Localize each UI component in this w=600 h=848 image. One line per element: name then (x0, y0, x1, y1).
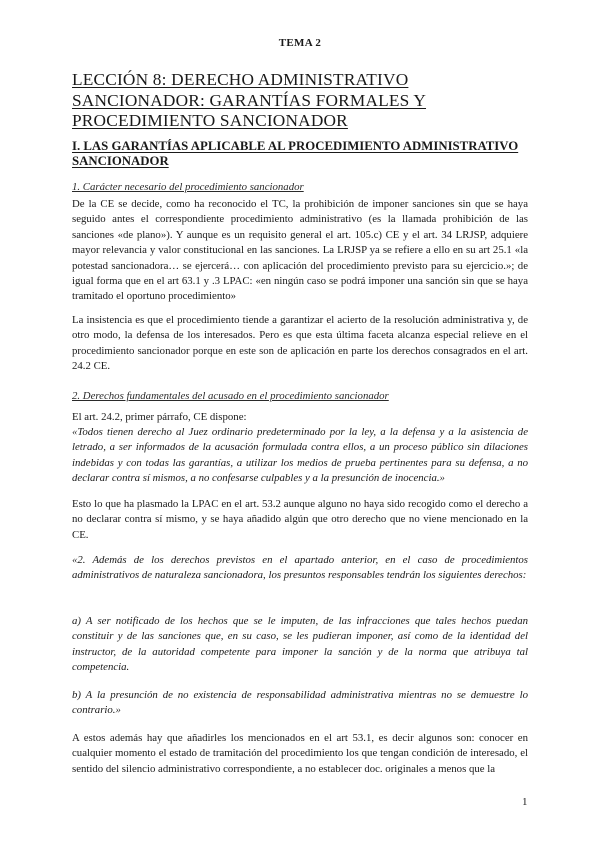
page-header: TEMA 2 (278, 37, 322, 49)
page-number: 1 (522, 796, 528, 808)
quote-article-53-2: «2. Además de los derechos previstos en el apartado anterior, en el caso de procedimientos administrativos de naturaleza sancionadora, los presuntos responsables tendrán los siguientes derechos: (72, 554, 528, 582)
quote-item-b: b) A la presunción de no existencia de responsabilidad administrativa mientras no se demuestre lo contrario.» (72, 689, 528, 717)
paragraph-5: A estos además hay que añadirles los mencionados en el art 53.1, es decir algunos son: conocer en cualquier momento el estado de tramitación del procedimiento los que tengan condición de interesado, el sentido del silencio administrativo correspondiente, a no establecer doc. originales a menos que la (72, 732, 528, 775)
lesson-title: LECCIÓN 8: DERECHO ADMINISTRATIVO SANCIONADOR: GARANTÍAS FORMALES Y PROCEDIMIENTO SANCIONADOR (72, 70, 427, 130)
subsection-heading-2: 2. Derechos fundamentales del acusado en el procedimiento sancionador (72, 390, 389, 402)
paragraph-4: Esto lo que ha plasmado la LPAC en el art. 53.2 aunque alguno no haya sido recogido como el derecho a no declarar contra sí mismo, y se haya añadido algún que otro derecho que no viene mencionado en la CE. (72, 498, 528, 541)
quote-article-24: «Todos tienen derecho al Juez ordinario predeterminado por la ley, a la defensa y a la asistencia de letrado, a ser informados de la acusación formulada contra ellos, a un proceso público sin dilaciones indebidas y con todas las garantías, a utilizar los medios de prueba pertinentes para su defensa, a no declarar contra sí mismos, a no confesarse culpables y a la presunción de inocencia.» (72, 426, 528, 485)
quote-item-a: a) A ser notificado de los hechos que se le imputen, de las infracciones que tales hechos puedan constituir y de las sanciones que, en su caso, se les pudieran imponer, así como de la identidad del instructor, de la autoridad competente para imponer la sanción y de la norma que atribuya tal competencia. (72, 615, 528, 674)
section-title: I. LAS GARANTÍAS APLICABLE AL PROCEDIMIENTO ADMINISTRATIVO SANCIONADOR (72, 139, 519, 168)
paragraph-3: El art. 24.2, primer párrafo, CE dispone: (72, 411, 247, 423)
paragraph-1: De la CE se decide, como ha reconocido el TC, la prohibición de imponer sanciones sin que se haya seguido antes el correspondiente procedimiento administrativo (es la llamada prohibición de las sanciones «de plano»). Y aunque es un requisito general el art. 105.c) CE y el art. 34 LRJSP, adquiere mayor relevancia y valor constitucional en las sanciones. La LRJSP ya se refiere a ello en su art 25.1 «la potestad sancionadora… se ejercerá… con aplicación del procedimiento previsto para su ejercicio.»; de igual forma que en el art 63.1 y .3 LPAC: «en ningún caso se podrá imponer una sanción sin que se haya tramitado el oportuno procedimiento» (72, 198, 528, 303)
subsection-heading-1: 1. Carácter necesario del procedimiento sancionador (72, 181, 304, 193)
paragraph-2: La insistencia es que el procedimiento tiende a garantizar el acierto de la resolución administrativa y, de otro modo, la defensa de los interesados. Pero es que esta última faceta alcanza especial relieve en el procedimiento sancionador porque en este son de aplicación en parte los derechos consagrados en el art. 24.2 CE. (72, 314, 528, 373)
